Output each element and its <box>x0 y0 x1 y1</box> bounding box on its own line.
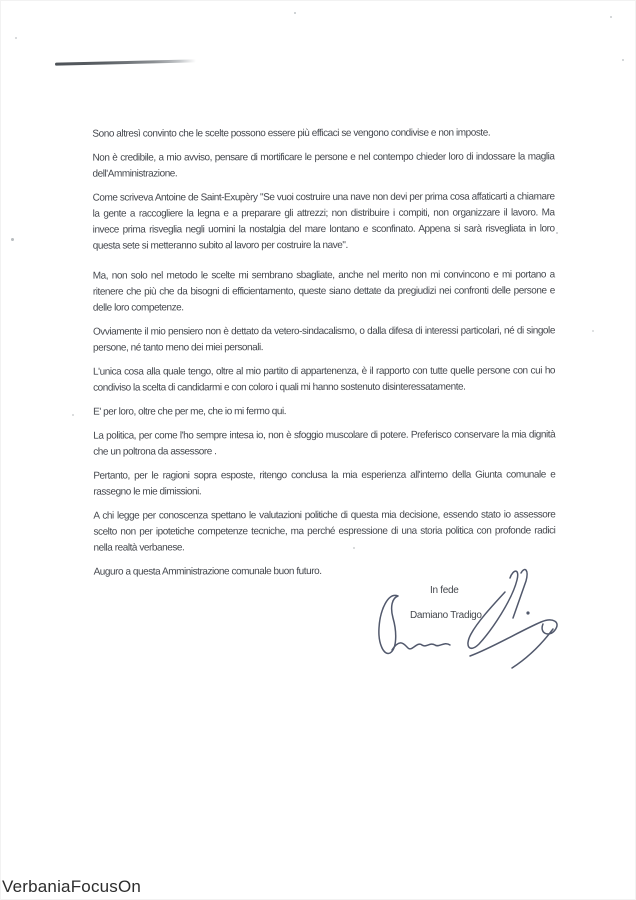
watermark-verbaniafocuson: VerbaniaFocusOn <box>2 877 142 896</box>
paragraph-political-evaluation: A chi legge per conoscenza spettano le valutazioni politiche di questa mia decisione, essendo stato io assessore scelto non per ipotetiche competenze tecniche, ma perché espressione di una storia politica con profonde radici nella realtà verbanese. <box>93 509 556 554</box>
scan-speck <box>294 12 296 14</box>
scan-speck <box>622 59 624 61</box>
scan-speck <box>592 330 594 332</box>
scan-speck <box>72 414 74 416</box>
paragraph-i-stop-here: E' per loro, oltre che per me, che io mi fermo qui. <box>93 406 287 418</box>
paragraph-saint-exupery-quote: Come scriveva Antoine de Saint-Exupèry "Se vuoi costruire una nave non devi per prima cosa affaticarti a chiamare la gente a raccogliere la legna e a preparare gli attrezzi; non distribuire i compiti, non organizzare il lavoro. Ma invece prima risveglia negli uomini la nostalgia del mare lontano e sconfinato. Appena si sarà risvegliata in loro questa sete si metteranno subito al lavoro per costruire la nave". <box>92 191 555 252</box>
paragraph-resignation: Pertanto, per le ragioni sopra esposte, ritengo conclusa la mia esperienza all'interno della Giunta comunale e rassegno le mie dimissioni. <box>93 469 556 498</box>
signature-ink-dot <box>526 611 529 614</box>
redacted-scribble-line <box>55 59 196 65</box>
paragraph-credibility: Non è credibile, a mio avviso, pensare di mortificare le persone e nel contempo chieder loro di indossare la maglia dell'Amministrazione. <box>92 151 555 180</box>
letter-body <box>92 125 555 588</box>
scan-speck <box>610 16 612 18</box>
scan-speck <box>15 37 17 39</box>
paragraph-merit-criticism: Ma, non solo nel metodo le scelte mi sembrano sbagliate, anche nel merito non mi convincono e mi portano a ritenere che più che da bisogni di efficientamento, queste siano dettate da pregiudizi nei confronti delle persone e delle loro competenze. <box>92 269 555 314</box>
scan-speck <box>11 238 14 241</box>
closing-salutation: In fede <box>430 585 459 596</box>
paragraph-politics-dignity: La politica, per come l'ho sempre intesa io, non è sfoggio muscolare di potere. Preferisco conservare la mia dignità che un poltrona da assessore . <box>93 429 556 458</box>
paragraph-choices-shared: Sono altresì convinto che le scelte possono essere più efficaci se vengono condivise e non imposte. <box>92 127 491 140</box>
paragraph-not-syndicalism: Ovviamente il mio pensiero non è dettato da vetero-sindacalismo, o dalla difesa di interessi particolari, né di singole persone, né tanto meno dei miei personali. <box>92 325 555 354</box>
signer-name: Damiano Tradigo <box>410 610 482 621</box>
paragraph-supporters: L'unica cosa alla quale tengo, oltre al mio partito di appartenenza, è il rapporto con tutte quelle persone con cui ho condiviso la scelta di candidarmi e con coloro i quali mi hanno sostenuto disinteressatamente. <box>93 365 556 394</box>
paragraph-good-wishes: Auguro a questa Amministrazione comunale buon futuro. <box>93 566 322 578</box>
scan-speck <box>556 232 558 234</box>
